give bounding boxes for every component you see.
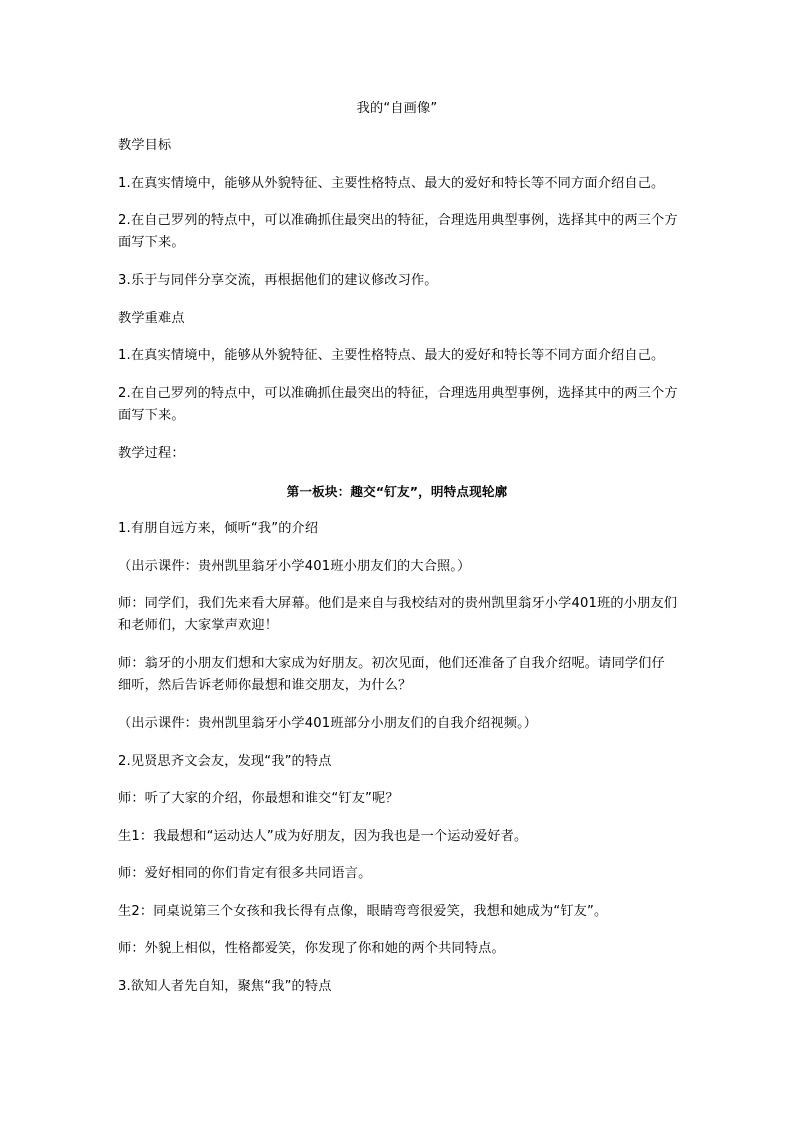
- paragraph: 2.见贤思齐文会友，发现“我”的特点: [118, 754, 332, 769]
- paragraph: （出示课件：贵州凯里翁牙小学401班小朋友们的大合照。）: [118, 559, 471, 574]
- section-title: 第一板块：趣交“钉友”，明特点现轮廓: [286, 484, 508, 499]
- paragraph: （出示课件：贵州凯里翁牙小学401班部分小朋友们的自我介绍视频。）: [118, 716, 538, 731]
- page-title: 我的“自画像”: [356, 101, 438, 116]
- paragraph: 师：听了大家的介绍，你最想和谁交“钉友”呢？: [118, 791, 399, 806]
- paragraph: 生2：同桌说第三个女孩和我长得有点像，眼睛弯弯很爱笑，我想和她成为“钉友”。: [118, 904, 608, 919]
- goal-3: 3.乐于与同伴分享交流，再根据他们的建议修改习作。: [118, 273, 438, 288]
- paragraph: 师：同学们，我们先来看大屏幕。他们是来自与我校结对的贵州凯里翁牙小学401班的小朋友们和老师们，大家掌声欢迎！: [118, 596, 678, 633]
- key-point-2: 2.在自己罗列的特点中，可以准确抓住最突出的特征，合理选用典型事例，选择其中的两三个方面写下来。: [118, 386, 678, 423]
- goal-1: 1.在真实情境中，能够从外貌特征、主要性格特点、最大的爱好和特长等不同方面介绍自己。: [118, 176, 665, 191]
- paragraph: 生1：我最想和“运动达人”成为好朋友，因为我也是一个运动爱好者。: [118, 829, 528, 844]
- key-point-1: 1.在真实情境中，能够从外貌特征、主要性格特点、最大的爱好和特长等不同方面介绍自己。: [118, 348, 665, 363]
- paragraph: 师：爱好相同的你们肯定有很多共同语言。: [118, 866, 372, 881]
- paragraph: 3.欲知人者先自知，聚焦“我”的特点: [118, 979, 332, 994]
- paragraph: 师：外貌上相似，性格都爱笑，你发现了你和她的两个共同特点。: [118, 941, 505, 956]
- heading-key-points: 教学重难点: [118, 311, 185, 326]
- heading-goals: 教学目标: [118, 138, 172, 153]
- paragraph: 师：翁牙的小朋友们想和大家成为好朋友。初次见面，他们还准备了自我介绍呢。请同学们仔细听，然后告诉老师你最想和谁交朋友，为什么？: [118, 656, 665, 693]
- paragraph: 1.有朋自远方来，倾听“我”的介绍: [118, 521, 319, 536]
- goal-2: 2.在自己罗列的特点中，可以准确抓住最突出的特征，合理选用典型事例，选择其中的两三个方面写下来。: [118, 213, 678, 250]
- heading-process: 教学过程：: [118, 446, 185, 461]
